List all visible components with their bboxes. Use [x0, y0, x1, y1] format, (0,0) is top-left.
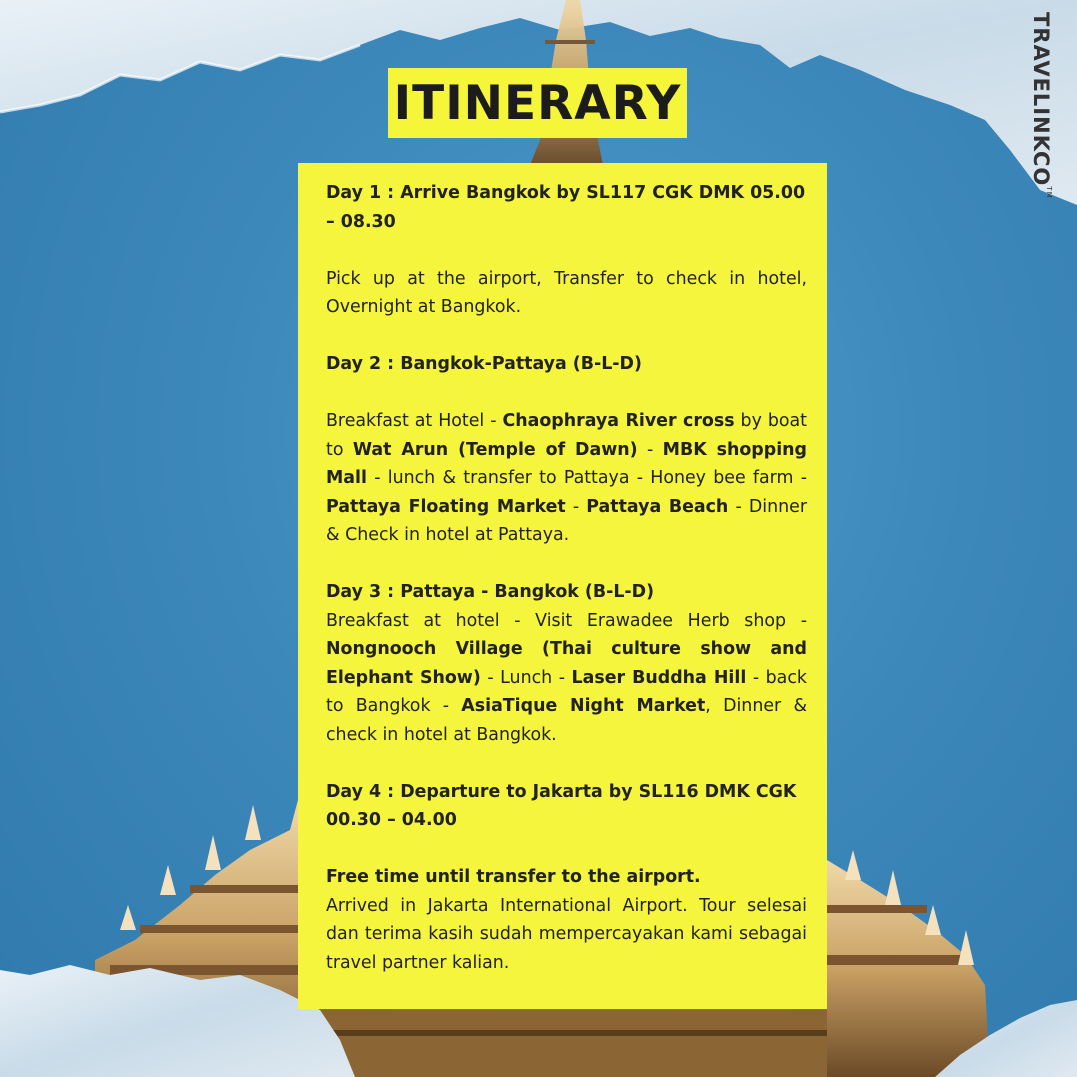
- page-title: ITINERARY: [393, 75, 682, 131]
- itinerary-card: [298, 163, 827, 1009]
- brand-logo: TRAVELINKCO™: [1029, 12, 1053, 199]
- day-1-heading: Day 1 : Arrive Bangkok by SL117 CGK DMK 05.00 – 08.30: [326, 183, 806, 232]
- day-1-body: Pick up at the airport, Transfer to check in hotel, Overnight at Bangkok.: [326, 268, 807, 317]
- day-4-subheading: Free time until transfer to the airport.: [326, 867, 701, 887]
- day-4-heading: Day 4 : Departure to Jakarta by SL116 DMK CGK 00.30 – 04.00: [326, 781, 797, 830]
- day-4-body: Arrived in Jakarta International Airport. Tour selesai dan terima kasih sudah mempercayakan kami sebagai travel partner kalian.: [326, 895, 807, 973]
- day-2-body: Breakfast at Hotel - Chaophraya River cross by boat to Wat Arun (Temple of Dawn) - MBK shopping Mall - lunch & transfer to Pattaya - Honey bee farm - Pattaya Floating Market - Pattaya Beach - Dinner & Check in hotel at Pattaya.: [326, 411, 807, 545]
- day-3-heading: Day 3 : Pattaya - Bangkok (B-L-D): [326, 582, 655, 602]
- day-2-heading: Day 2 : Bangkok-Pattaya (B-L-D): [326, 354, 642, 374]
- title-banner: [388, 68, 687, 138]
- day-3-body: Breakfast at hotel - Visit Erawadee Herb shop - Nongnooch Village (Thai culture show and Elephant Show) - Lunch - Laser Buddha Hill - back to Bangkok - AsiaTique Night Market, Dinner & check in hotel at Bangkok.: [326, 610, 807, 745]
